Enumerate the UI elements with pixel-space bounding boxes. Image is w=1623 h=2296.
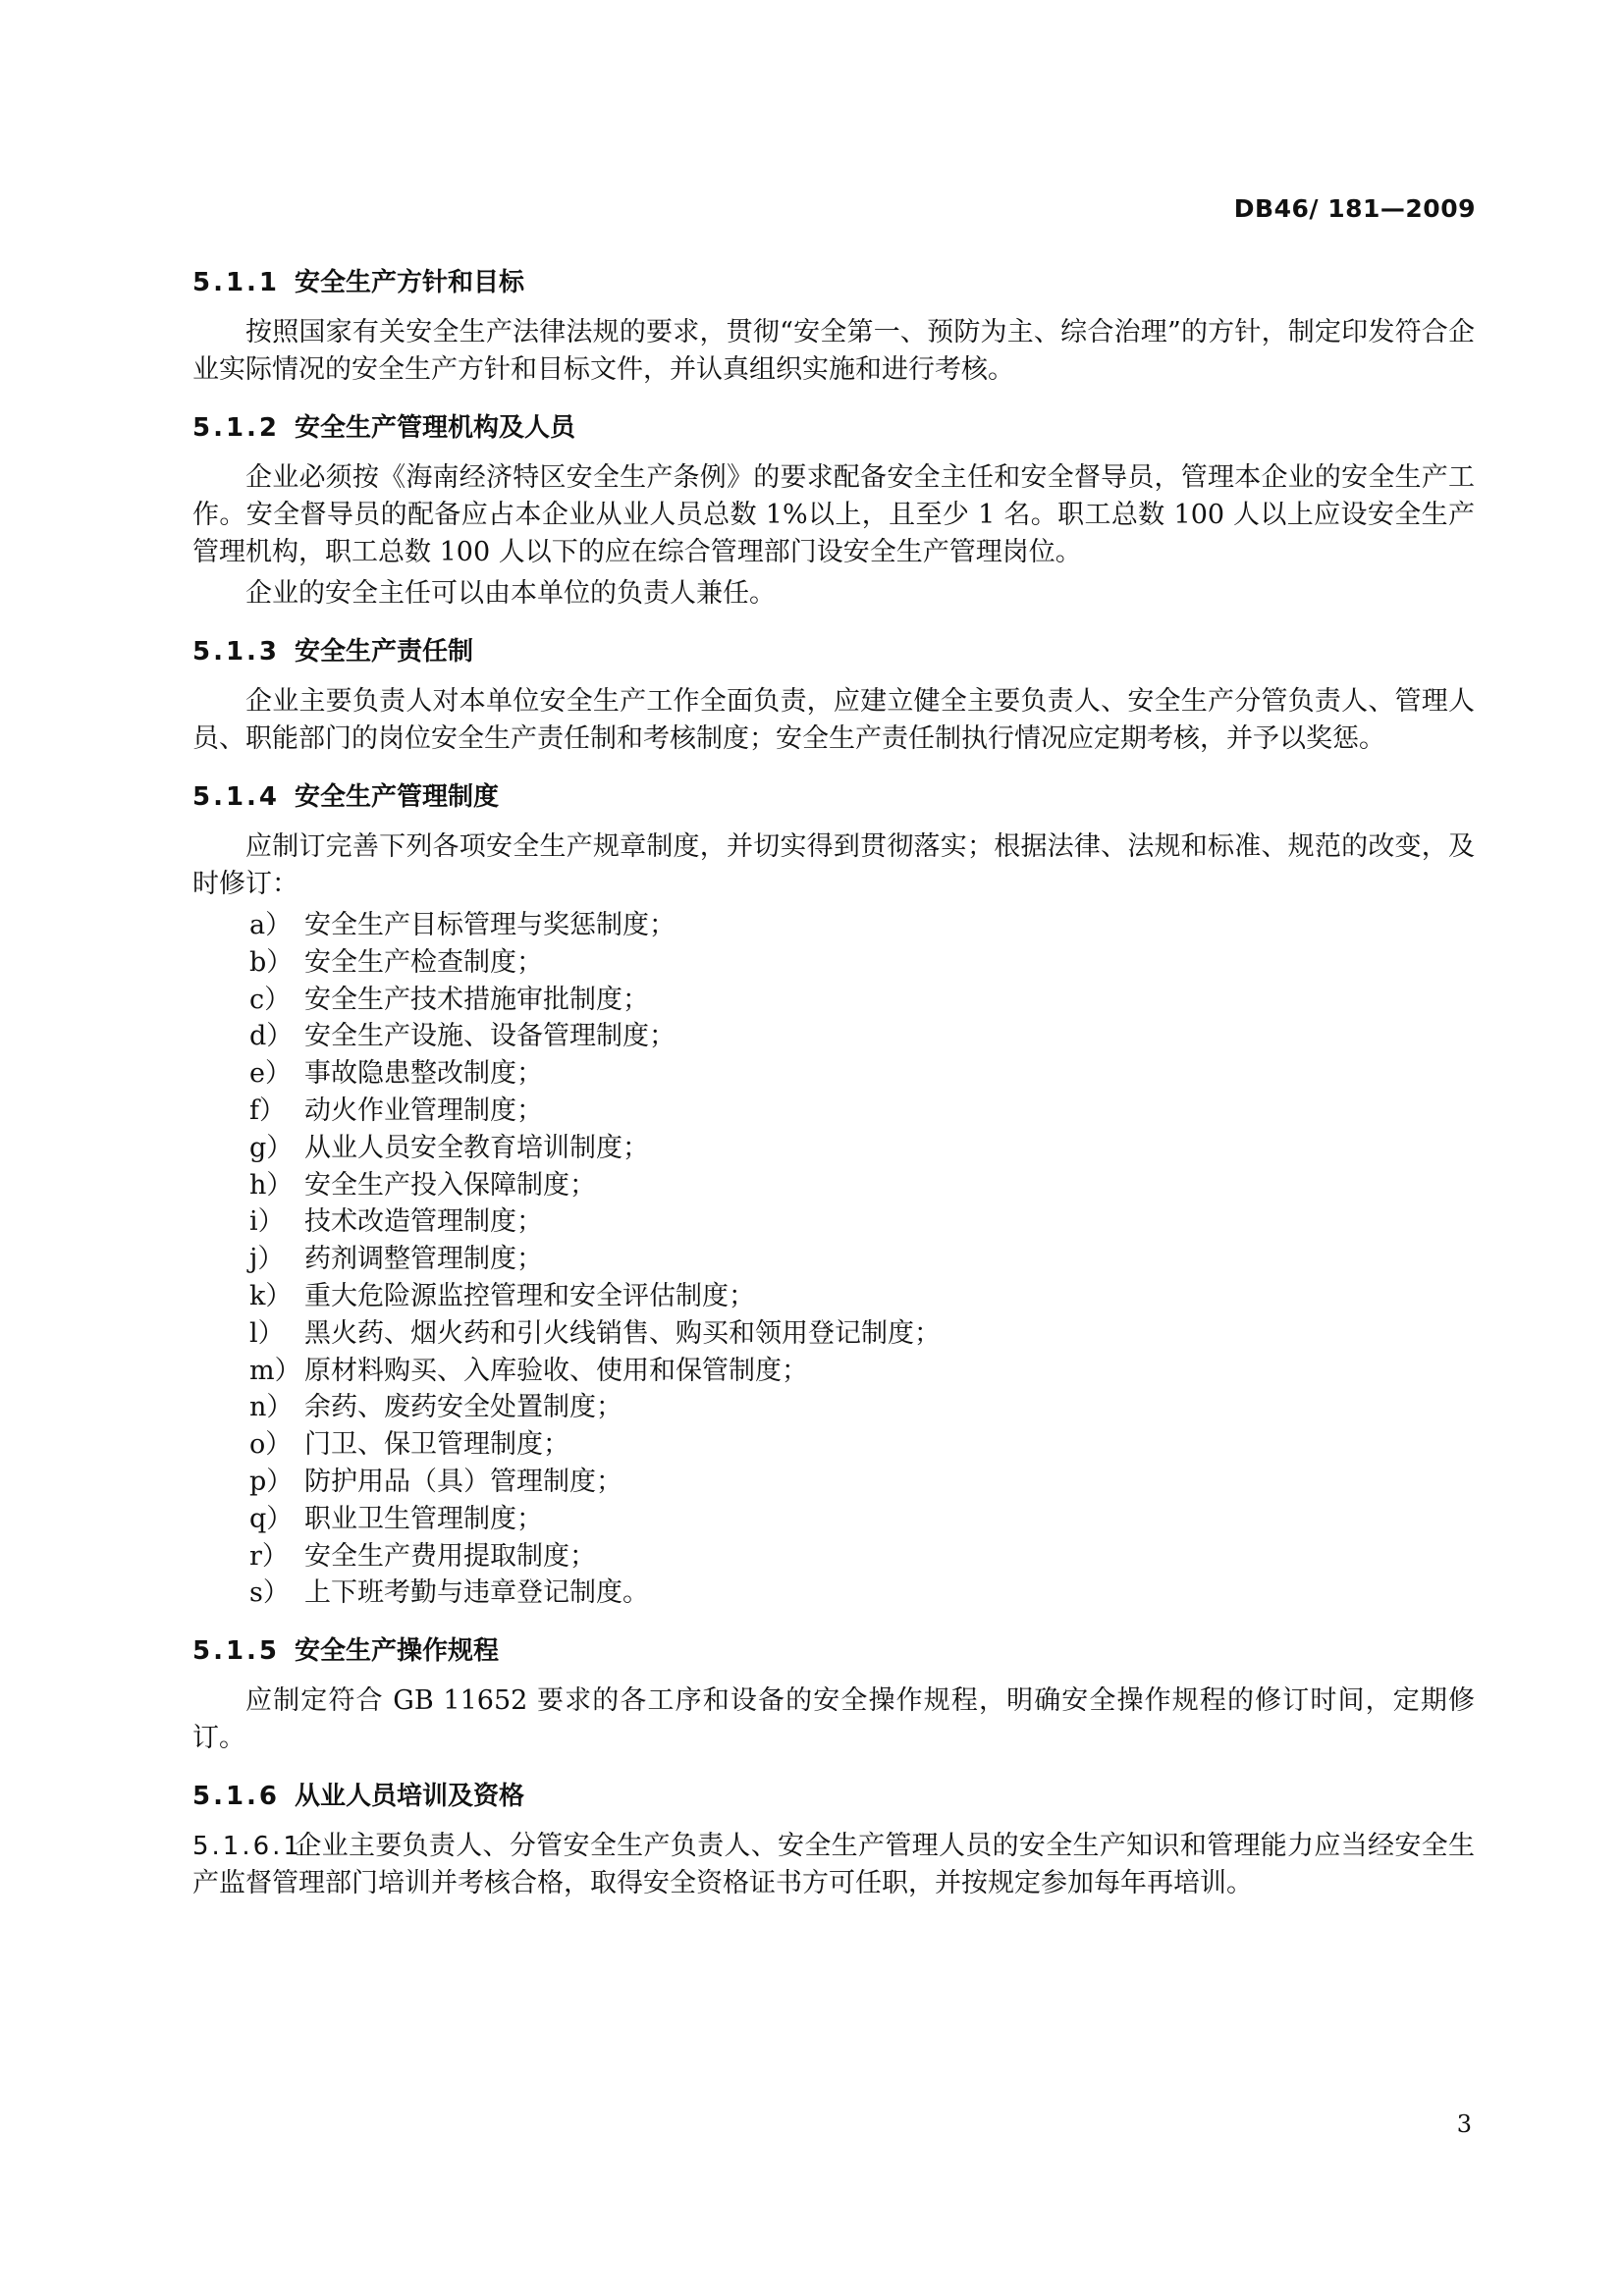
- list-item: [192, 1389, 1475, 1426]
- list-item-label: r）: [249, 1540, 289, 1572]
- list-item-label: b）: [249, 946, 294, 978]
- list-item-label: p）: [249, 1466, 294, 1497]
- section-heading: [192, 1777, 1475, 1816]
- list-item-text: 安全生产设施、设备管理制度；: [304, 1021, 676, 1052]
- list-item: [192, 1501, 1475, 1538]
- paragraph: 应制定符合 GB 11652 要求的各工序和设备的安全操作规程，明确安全操作规程的修订时间，定期修订。: [192, 1685, 1475, 1754]
- regulation-list: [192, 907, 1475, 1612]
- list-item-text: 安全生产技术措施审批制度；: [304, 984, 649, 1015]
- list-item: [192, 1278, 1475, 1315]
- list-item-text: 职业卫生管理制度；: [304, 1503, 543, 1534]
- list-item-label: n）: [249, 1392, 294, 1423]
- clause-text: 企业主要负责人、分管安全生产负责人、安全生产管理人员的安全生产知识和管理能力应当经安全生产监督管理部门培训并考核合格，取得安全资格证书方可任职，并按规定参加每年再培训。: [192, 1831, 1475, 1899]
- section-title: 安全生产管理制度: [295, 782, 500, 812]
- section-heading: [192, 263, 1475, 302]
- list-item: [192, 1241, 1475, 1278]
- list-item-label: f）: [249, 1095, 286, 1126]
- list-item-text: 原材料购买、入库验收、使用和保管制度；: [304, 1355, 808, 1386]
- list-item-text: 防护用品（具）管理制度；: [304, 1466, 622, 1497]
- list-item: [192, 1538, 1475, 1575]
- document-body: [192, 263, 1475, 1902]
- list-item: [192, 1315, 1475, 1353]
- list-item-label: s）: [249, 1577, 290, 1609]
- list-item-text: 安全生产检查制度；: [304, 946, 543, 978]
- list-item-text: 安全生产投入保障制度；: [304, 1169, 596, 1201]
- section-5-1-3: [192, 632, 1475, 758]
- section-title: 安全生产管理机构及人员: [295, 413, 576, 443]
- section-heading: [192, 777, 1475, 817]
- list-item-text: 余药、废药安全处置制度；: [304, 1392, 622, 1423]
- paragraph: 应制订完善下列各项安全生产规章制度，并切实得到贯彻落实；根据法律、法规和标准、规范的改变，及时修订：: [192, 831, 1475, 899]
- list-item-label: j）: [249, 1244, 285, 1275]
- section-number: 5.1.6: [192, 1782, 281, 1812]
- list-item-label: o）: [249, 1429, 293, 1461]
- section-5-1-6: [192, 1777, 1475, 1902]
- list-item-label: k）: [249, 1280, 293, 1311]
- paragraph: 按照国家有关安全生产法律法规的要求，贯彻“安全第一、预防为主、综合治理”的方针，制定印发符合企业实际情况的安全生产方针和目标文件，并认真组织实施和进行考核。: [192, 317, 1475, 385]
- list-item: [192, 1093, 1475, 1130]
- list-item-label: m）: [249, 1355, 301, 1386]
- list-item-text: 技术改造管理制度；: [304, 1206, 543, 1238]
- document-code: DB46/ 181—2009: [1233, 194, 1476, 223]
- list-item: [192, 1130, 1475, 1167]
- list-item: [192, 982, 1475, 1019]
- paragraph: 企业的安全主任可以由本单位的负责人兼任。: [245, 578, 776, 609]
- section-number: 5.1.2: [192, 413, 281, 443]
- clause-5-1-6-1: [192, 1828, 1475, 1902]
- list-item: [192, 1464, 1475, 1501]
- list-item-text: 动火作业管理制度；: [304, 1095, 543, 1126]
- list-item-label: i）: [249, 1206, 285, 1238]
- list-item-label: l）: [249, 1317, 285, 1349]
- list-item-text: 安全生产费用提取制度；: [304, 1540, 596, 1572]
- list-item-label: d）: [249, 1021, 294, 1052]
- section-number: 5.1.4: [192, 782, 281, 812]
- list-item-label: a）: [249, 910, 293, 940]
- list-item: [192, 1167, 1475, 1204]
- list-item: [192, 1426, 1475, 1464]
- list-item-text: 药剂调整管理制度；: [304, 1244, 543, 1275]
- section-title: 安全生产操作规程: [295, 1636, 500, 1667]
- section-5-1-2: [192, 408, 1475, 613]
- section-title: 安全生产方针和目标: [295, 268, 525, 297]
- section-number: 5.1.5: [192, 1636, 281, 1667]
- list-item-text: 门卫、保卫管理制度；: [304, 1429, 569, 1461]
- list-item-label: h）: [249, 1169, 294, 1201]
- list-item-label: q）: [249, 1503, 294, 1534]
- list-item-text: 安全生产目标管理与奖惩制度；: [304, 910, 676, 940]
- section-title: 从业人员培训及资格: [295, 1782, 525, 1812]
- list-item-label: e）: [249, 1058, 292, 1090]
- paragraph: 企业必须按《海南经济特区安全生产条例》的要求配备安全主任和安全督导员，管理本企业的安全生产工作。安全督导员的配备应占本企业从业人员总数 1%以上，且至少 1 名。职工总数 100 人以上应设安全生产管理机构，职工总数 100 人以下的应在综合管理部门设安全生产管理岗位。: [192, 462, 1475, 567]
- section-heading: [192, 632, 1475, 671]
- list-item: [192, 1575, 1475, 1612]
- section-heading: [192, 1631, 1475, 1671]
- clause-number: 5.1.6.1: [192, 1832, 302, 1862]
- section-5-1-1: [192, 263, 1475, 389]
- section-5-1-4: [192, 777, 1475, 1612]
- page-number: 3: [1456, 2110, 1472, 2138]
- list-item: [192, 1018, 1475, 1055]
- list-item-text: 从业人员安全教育培训制度；: [304, 1132, 649, 1163]
- list-item-text: 事故隐患整改制度；: [304, 1058, 543, 1090]
- paragraph: 企业主要负责人对本单位安全生产工作全面负责，应建立健全主要负责人、安全生产分管负责人、管理人员、职能部门的岗位安全生产责任制和考核制度；安全生产责任制执行情况应定期考核，并予以奖惩。: [192, 686, 1475, 754]
- list-item-text: 上下班考勤与违章登记制度。: [304, 1577, 649, 1609]
- list-item: [192, 944, 1475, 982]
- section-heading: [192, 408, 1475, 448]
- list-item-label: c）: [249, 984, 292, 1015]
- list-item: [192, 1055, 1475, 1093]
- section-number: 5.1.3: [192, 637, 281, 667]
- list-item-text: 重大危险源监控管理和安全评估制度；: [304, 1280, 755, 1311]
- section-number: 5.1.1: [192, 268, 281, 297]
- list-item-label: g）: [249, 1132, 294, 1163]
- section-title: 安全生产责任制: [295, 637, 474, 667]
- list-item: [192, 1203, 1475, 1241]
- section-5-1-5: [192, 1631, 1475, 1757]
- list-item-text: 黑火药、烟火药和引火线销售、购买和领用登记制度；: [304, 1317, 941, 1349]
- list-item: [192, 1353, 1475, 1390]
- list-item: [192, 907, 1475, 944]
